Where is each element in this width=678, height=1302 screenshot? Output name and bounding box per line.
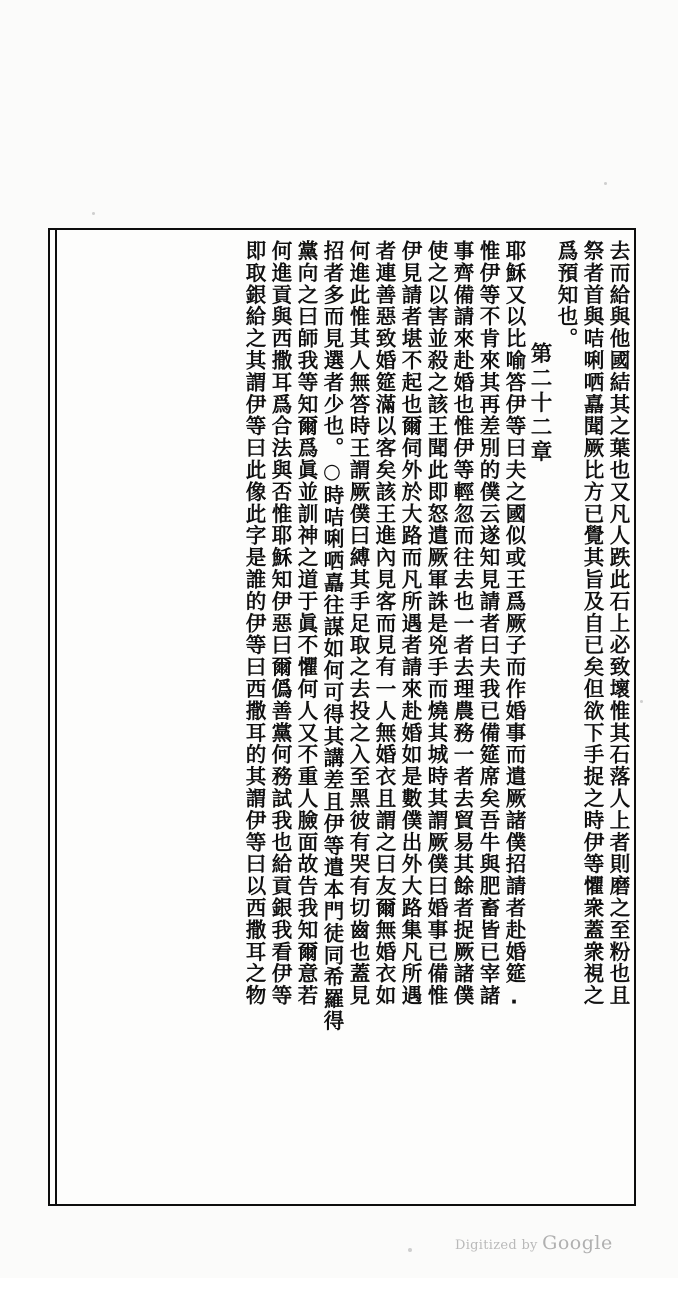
text-column: 伊見請者堪不起也爾伺外於大路而凡所遇者請來赴婚如是數僕出外大路集凡所遇 [398,240,422,1007]
text-column: 招者多而見選者少也。○時咭唎哂嚞往謀如何可得其講差且伊等遣本門徒同希羅得 [320,240,344,1032]
text-column: 使之以害並殺之該王聞此即怒遣厥軍誅是兇手而燒其城時其謂厥僕曰婚事已備惟 [424,240,448,1007]
vertical-text-columns [64,238,628,1198]
text-column: 者連善惡致婚筵滿以客矣該王進內見客而見有一人無婚衣且謂之曰友爾無婚衣如 [372,240,396,1007]
watermark-brand: Google [542,1232,613,1254]
digitized-by-google-watermark [455,1232,613,1254]
scan-speck [92,212,95,215]
scan-speck [604,182,607,185]
text-column: 何進貢與西撒耳爲合法與否惟耶穌知伊惡曰爾僞善黨何務試我也給貢銀我看伊等 [268,240,292,1007]
text-column: 黨向之曰師我等知爾爲眞並訓神之道于眞不懼何人又不重人臉面故告我知爾意若 [294,240,318,1007]
text-column: 耶穌又以比喻答伊等曰夫之國似或王爲厥子而作婚事而遣厥諸僕招請者赴婚筵. [502,240,526,1010]
text-block-frame [48,228,636,1206]
text-column: 爲預知也。 [554,240,578,350]
text-column: 即取銀給之其謂伊等曰此像此字是誰的伊等曰西撒耳的其謂伊等曰以西撒耳之物 [242,240,266,1007]
text-column: 祭者首與咭唎哂嚞聞厥比方已覺其旨及自已矣但欲下手捉之時伊等懼衆蓋衆視之 [580,240,604,1007]
text-column: 去而給與他國結其之葉也又凡人跌此石上必致壞惟其石落人上者則磨之至粉也且 [606,240,630,1007]
text-column: 事齊備請來赴婚也惟伊等輕忽而往去也一者去理農務一者去貿易其餘者捉厥諸僕 [450,240,474,1007]
scan-speck [408,1248,412,1252]
scan-speck [640,700,643,703]
text-column: 惟伊等不肯來其再差別的僕云遂知見請者曰夫我已備筵席矣吾牛與肥畜皆已宰諸 [476,240,500,1007]
chapter-heading: 第二十二章 [527,342,552,465]
text-column: 何進此惟其人無答時王謂厥僕曰縛其手足取之去投之入至黑彼有哭有切齒也蓋見 [346,240,370,1007]
watermark-prefix: Digitized by [455,1238,538,1253]
